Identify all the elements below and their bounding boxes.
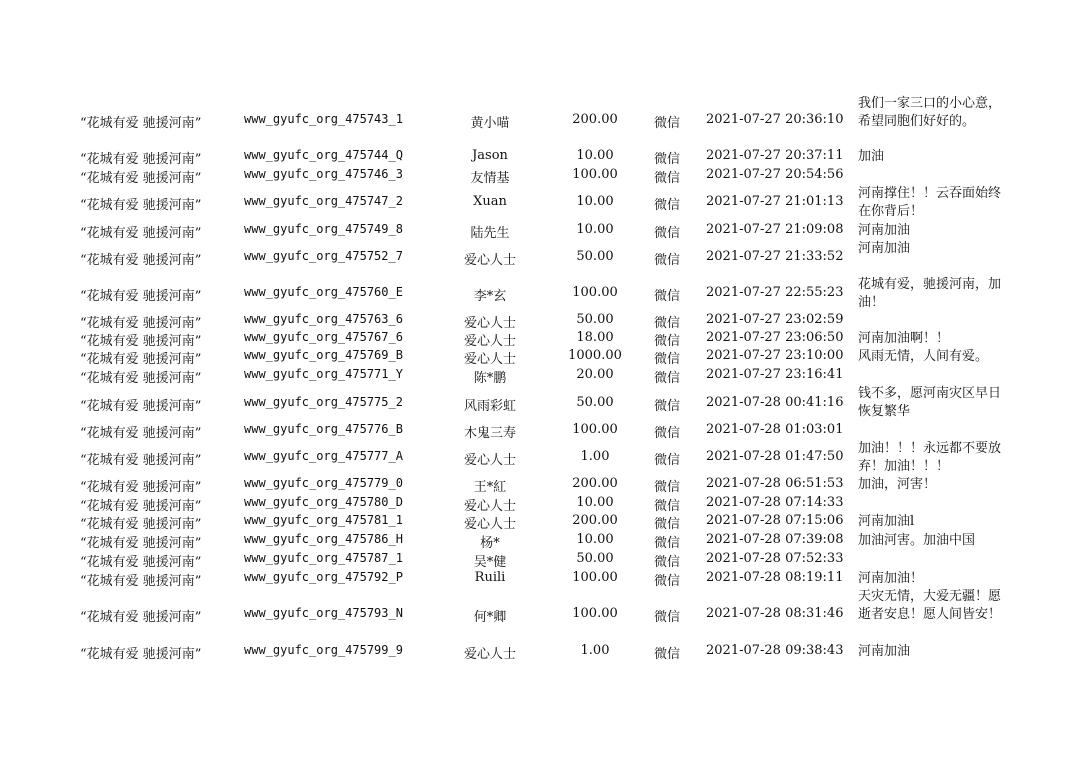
payment-channel: 微信 <box>654 116 681 131</box>
order-id: www_gyufc_org_475781_1 <box>244 513 403 527</box>
payment-channel: 微信 <box>654 316 681 331</box>
donor-name: 爱心人士 <box>463 253 516 268</box>
order-id: www_gyufc_org_475779_0 <box>244 476 403 490</box>
donor-message: 花城有爱，驰援河南，加油！ <box>858 277 1002 310</box>
donation-amount: 100.00 <box>572 606 618 621</box>
donation-amount: 10.00 <box>576 532 614 547</box>
donation-time: 2021-07-27 21:09:08 <box>706 222 844 237</box>
donation-row <box>0 570 1080 588</box>
order-id: www_gyufc_org_475786_H <box>244 532 403 546</box>
donor-name: Ruili <box>474 570 506 585</box>
donation-row <box>0 643 1080 661</box>
order-id: www_gyufc_org_475775_2 <box>244 395 403 409</box>
donation-amount: 1.00 <box>580 643 610 658</box>
donor-name: 爱心人士 <box>463 334 516 349</box>
payment-channel: 微信 <box>654 453 681 468</box>
donation-time: 2021-07-28 07:15:06 <box>706 513 844 528</box>
donor-message: 我们一家三口的小心意，希望同胞们好好的。 <box>858 96 1002 129</box>
donation-time: 2021-07-28 08:19:11 <box>706 570 844 585</box>
donation-amount: 20.00 <box>576 367 614 382</box>
payment-channel: 微信 <box>654 399 681 414</box>
payment-channel: 微信 <box>654 536 681 551</box>
order-id: www_gyufc_org_475780_D <box>244 495 403 509</box>
donation-amount: 10.00 <box>576 495 614 510</box>
donor-message: 河南加油 <box>858 223 911 238</box>
project-name: “花城有爱 驰援河南” <box>80 171 202 186</box>
donor-message: 钱不多，愿河南灾区早日恢复繁华 <box>858 386 1002 419</box>
order-id: www_gyufc_org_475792_P <box>244 570 403 584</box>
donation-row <box>0 441 1080 474</box>
donor-name: 陈*鹏 <box>473 371 507 386</box>
donation-row <box>0 241 1080 268</box>
project-name: “花城有爱 驰援河南” <box>80 334 202 349</box>
donation-amount: 50.00 <box>576 551 614 566</box>
project-name: “花城有爱 驰援河南” <box>80 499 202 514</box>
payment-channel: 微信 <box>654 499 681 514</box>
donation-row <box>0 367 1080 385</box>
donation-row <box>0 348 1080 366</box>
donor-name: 何*卿 <box>473 610 507 625</box>
project-name: “花城有爱 驰援河南” <box>80 371 202 386</box>
donation-time: 2021-07-28 01:47:50 <box>706 449 844 464</box>
donor-name: Xuan <box>473 194 507 209</box>
payment-channel: 微信 <box>654 517 681 532</box>
donation-amount: 100.00 <box>572 285 618 300</box>
donation-amount: 100.00 <box>572 422 618 437</box>
donation-time: 2021-07-27 23:06:50 <box>706 330 844 345</box>
project-name: “花城有爱 驰援河南” <box>80 226 202 241</box>
donor-name: 爱心人士 <box>463 453 516 468</box>
donor-name: 爱心人士 <box>463 352 516 367</box>
donation-time: 2021-07-27 23:02:59 <box>706 312 844 327</box>
donor-message: 河南撑住！！云吞面始终在你背后！ <box>858 186 1002 219</box>
donation-row <box>0 312 1080 330</box>
donation-row <box>0 96 1080 131</box>
payment-channel: 微信 <box>654 647 681 662</box>
donor-name: 黄小喵 <box>470 116 510 131</box>
project-name: “花城有爱 驰援河南” <box>80 453 202 468</box>
project-name: “花城有爱 驰援河南” <box>80 647 202 662</box>
donor-message: 天灾无情，大爱无疆！愿逝者安息！愿人间皆安！ <box>858 589 1002 622</box>
donation-amount: 1.00 <box>580 449 610 464</box>
project-name: “花城有爱 驰援河南” <box>80 316 202 331</box>
donation-time: 2021-07-28 08:31:46 <box>706 606 844 621</box>
project-name: “花城有爱 驰援河南” <box>80 352 202 367</box>
donor-name: 王*紅 <box>473 480 507 495</box>
donor-name: 爱心人士 <box>463 647 516 662</box>
order-id: www_gyufc_org_475799_9 <box>244 643 403 657</box>
donation-time: 2021-07-27 20:54:56 <box>706 167 844 182</box>
project-name: “花城有爱 驰援河南” <box>80 555 202 570</box>
donor-name: 陆先生 <box>470 226 510 241</box>
donation-row <box>0 148 1080 166</box>
donation-row <box>0 551 1080 569</box>
donation-row <box>0 476 1080 494</box>
donation-time: 2021-07-27 20:36:10 <box>706 112 844 127</box>
payment-channel: 微信 <box>654 289 681 304</box>
order-id: www_gyufc_org_475744_Q <box>244 148 403 162</box>
donation-amount: 1000.00 <box>568 348 622 363</box>
project-name: “花城有爱 驰援河南” <box>80 610 202 625</box>
payment-channel: 微信 <box>654 574 681 589</box>
donor-name: 吴*健 <box>473 555 507 570</box>
project-name: “花城有爱 驰援河南” <box>80 399 202 414</box>
donation-time: 2021-07-27 23:16:41 <box>706 367 844 382</box>
project-name: “花城有爱 驰援河南” <box>80 152 202 167</box>
donor-name: 友情基 <box>470 171 510 186</box>
donor-name: 杨* <box>480 536 500 551</box>
donation-amount: 100.00 <box>572 570 618 585</box>
payment-channel: 微信 <box>654 253 681 268</box>
donor-name: 李*玄 <box>473 289 507 304</box>
donation-time: 2021-07-27 20:37:11 <box>706 148 844 163</box>
project-name: “花城有爱 驰援河南” <box>80 480 202 495</box>
payment-channel: 微信 <box>654 480 681 495</box>
donation-time: 2021-07-27 21:01:13 <box>706 194 844 209</box>
donation-row <box>0 222 1080 240</box>
donation-amount: 50.00 <box>576 312 614 327</box>
donation-amount: 200.00 <box>572 476 618 491</box>
payment-channel: 微信 <box>654 152 681 167</box>
donation-time: 2021-07-28 00:41:16 <box>706 395 844 410</box>
order-id: www_gyufc_org_475771_Y <box>244 367 403 381</box>
project-name: “花城有爱 驰援河南” <box>80 289 202 304</box>
project-name: “花城有爱 驰援河南” <box>80 253 202 268</box>
donation-time: 2021-07-28 07:52:33 <box>706 551 844 566</box>
donation-row <box>0 186 1080 219</box>
donor-message: 河南加油 <box>858 644 911 659</box>
payment-channel: 微信 <box>654 198 681 213</box>
donation-amount: 10.00 <box>576 194 614 209</box>
donation-time: 2021-07-28 09:38:43 <box>706 643 844 658</box>
donation-amount: 200.00 <box>572 513 618 528</box>
order-id: www_gyufc_org_475767_6 <box>244 330 403 344</box>
order-id: www_gyufc_org_475760_E <box>244 285 403 299</box>
donation-amount: 10.00 <box>576 148 614 163</box>
donor-name: 爱心人士 <box>463 517 516 532</box>
donation-time: 2021-07-28 06:51:53 <box>706 476 844 491</box>
project-name: “花城有爱 驰援河南” <box>80 426 202 441</box>
donation-row <box>0 277 1080 310</box>
donation-row <box>0 386 1080 419</box>
donor-message: 河南加油！ <box>858 571 924 586</box>
donor-name: Jason <box>472 148 508 163</box>
payment-channel: 微信 <box>654 171 681 186</box>
donation-time: 2021-07-27 22:55:23 <box>706 285 844 300</box>
order-id: www_gyufc_org_475752_7 <box>244 249 403 263</box>
donor-message: 风雨无情，人间有爱。 <box>858 349 989 364</box>
donation-time: 2021-07-27 21:33:52 <box>706 249 844 264</box>
payment-channel: 微信 <box>654 371 681 386</box>
donor-message: 加油，河害！ <box>858 477 937 492</box>
donor-message: 河南加油l <box>858 514 915 529</box>
donation-amount: 18.00 <box>576 330 614 345</box>
donor-message: 河南加油 <box>858 241 911 256</box>
donation-time: 2021-07-28 07:39:08 <box>706 532 844 547</box>
donation-time: 2021-07-27 23:10:00 <box>706 348 844 363</box>
donor-message: 加油 <box>858 149 885 164</box>
order-id: www_gyufc_org_475747_2 <box>244 194 403 208</box>
payment-channel: 微信 <box>654 352 681 367</box>
donation-row <box>0 330 1080 348</box>
payment-channel: 微信 <box>654 555 681 570</box>
order-id: www_gyufc_org_475777_A <box>244 449 403 463</box>
project-name: “花城有爱 驰援河南” <box>80 198 202 213</box>
payment-channel: 微信 <box>654 226 681 241</box>
donation-amount: 10.00 <box>576 222 614 237</box>
donation-amount: 50.00 <box>576 249 614 264</box>
donor-message: 加油！！！永远都不要放弃！加油！！！ <box>858 441 1002 474</box>
donor-message: 加油河害。加油中国 <box>858 533 976 548</box>
project-name: “花城有爱 驰援河南” <box>80 574 202 589</box>
order-id: www_gyufc_org_475793_N <box>244 606 403 620</box>
donor-name: 风雨彩虹 <box>463 399 516 414</box>
donor-message: 河南加油啊！！ <box>858 331 950 346</box>
donation-time: 2021-07-28 01:03:01 <box>706 422 844 437</box>
donor-name: 木鬼三寿 <box>463 426 516 441</box>
payment-channel: 微信 <box>654 426 681 441</box>
donor-name: 爱心人士 <box>463 499 516 514</box>
donation-row <box>0 495 1080 513</box>
project-name: “花城有爱 驰援河南” <box>80 536 202 551</box>
donation-time: 2021-07-28 07:14:33 <box>706 495 844 510</box>
donation-row <box>0 532 1080 550</box>
order-id: www_gyufc_org_475769_B <box>244 348 403 362</box>
donor-name: 爱心人士 <box>463 316 516 331</box>
payment-channel: 微信 <box>654 610 681 625</box>
order-id: www_gyufc_org_475787_1 <box>244 551 403 565</box>
donation-amount: 50.00 <box>576 395 614 410</box>
donation-row <box>0 167 1080 185</box>
donation-amount: 100.00 <box>572 167 618 182</box>
donation-amount: 200.00 <box>572 112 618 127</box>
project-name: “花城有爱 驰援河南” <box>80 116 202 131</box>
order-id: www_gyufc_org_475743_1 <box>244 112 403 126</box>
order-id: www_gyufc_org_475763_6 <box>244 312 403 326</box>
order-id: www_gyufc_org_475776_B <box>244 422 403 436</box>
donation-row <box>0 589 1080 625</box>
order-id: www_gyufc_org_475746_3 <box>244 167 403 181</box>
project-name: “花城有爱 驰援河南” <box>80 517 202 532</box>
donation-row <box>0 513 1080 531</box>
donation-row <box>0 422 1080 440</box>
payment-channel: 微信 <box>654 334 681 349</box>
order-id: www_gyufc_org_475749_8 <box>244 222 403 236</box>
